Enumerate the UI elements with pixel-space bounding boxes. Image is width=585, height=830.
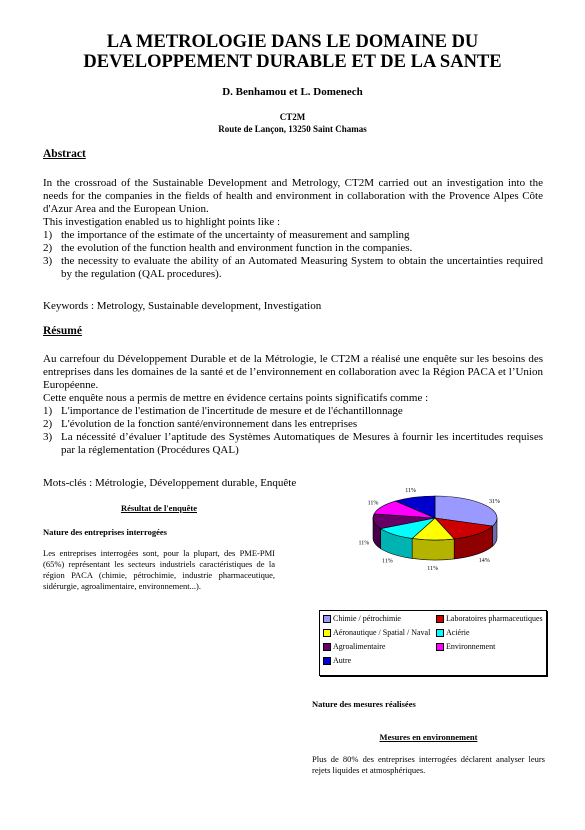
resume-list-item: 3) La nécessité d’évaluer l’aptitude des Systèmes Automatiques de Mesures à fournir les incertitudes requises par la réglementation (Procédures QAL): [43, 431, 543, 456]
legend-label: Aéronautique / Spatial / Naval: [333, 628, 431, 637]
resume-list-item: 2) L'évolution de la fonction santé/environnement dans les entreprises: [43, 418, 358, 430]
abstract-list-item: 3) the necessity to evaluate the ability of an Automated Measuring System to obtain the uncertainties required by the regulation (QAL procedures).: [43, 255, 543, 280]
legend-label: Autre: [333, 656, 352, 665]
resume-paragraph: Au carrefour du Développement Durable et de la Métrologie, le CT2M a réalisé une enquête sur les besoins des entreprises dans les domaines de la santé et de l’environnement en collaboration avec la Région PACA et l’Union Européenne.: [43, 353, 543, 391]
resume-body: [43, 353, 543, 457]
environment-text: Plus de 80% des entreprises interrogées déclarent analyser leurs rejets liquides et atmosphériques.: [312, 754, 545, 775]
pie-data-label: 14%: [478, 557, 490, 564]
legend-item: [323, 641, 385, 653]
abstract-body: [43, 177, 543, 281]
abstract-paragraph: In the crossroad of the Sustainable Development and Metrology, CT2M carried out an investigation into the needs for the companies in the fields of health and environment in collaboration with the Provence Alpes Côte d'Azur Area and the European Union.: [43, 177, 543, 215]
abstract-list-item: 1) the importance of the estimate of the uncertainty of measurement and sampling: [43, 229, 410, 241]
legend-swatch: [323, 615, 331, 623]
legend-label: Agroalimentaire: [333, 642, 386, 651]
legend-label: Chimie / pétrochimie: [333, 614, 401, 623]
chart-legend: [319, 610, 547, 676]
resume-heading: Résumé: [43, 325, 82, 337]
affiliation: [0, 111, 585, 135]
pie-chart: [355, 484, 515, 594]
environment-subheading: Mesures en environnement: [379, 732, 478, 742]
legend-label: Environnement: [446, 642, 496, 651]
resume-list-item: 1) L'importance de l'estimation de l'incertitude de mesure et de l'échantillonnage: [43, 405, 403, 417]
pie-data-label: 11%: [367, 500, 379, 507]
companies-text: Les entreprises interrogées sont, pour la plupart, des PME-PMI (65%) représentant les secteurs industriels caractéristiques de la région PACA (chimie, pétrochimie, industrie pharmaceutique, sidérurgie, agroalimentaire, environnement...).: [43, 548, 275, 591]
authors: D. Benhamou et L. Domenech: [222, 86, 363, 98]
page-title: [0, 32, 585, 72]
legend-item: [436, 627, 470, 639]
legend-label: Aciérie: [446, 628, 470, 637]
legend-swatch: [323, 629, 331, 637]
legend-swatch: [323, 643, 331, 651]
legend-label: Laboratoires pharmaceutiques: [446, 614, 543, 623]
legend-item: [436, 641, 495, 653]
pie-data-label: 11%: [358, 540, 370, 547]
affiliation-address: Route de Lançon, 13250 Saint Chamas: [218, 124, 367, 134]
pie-data-label: 31%: [489, 499, 500, 506]
abstract-intro: This investigation enabled us to highlight points like :: [43, 216, 281, 228]
resume-intro: Cette enquête nous a permis de mettre en évidence certains points significatifs comme :: [43, 392, 429, 404]
pie-data-label: 11%: [405, 487, 416, 494]
legend-swatch: [436, 643, 444, 651]
abstract-list-item: 2) the evolution of the function health and environment function in the companies.: [43, 242, 413, 254]
legend-swatch: [436, 629, 444, 637]
pie-data-label: 11%: [427, 566, 439, 572]
mots-cles: Mots-clés : Métrologie, Développement durable, Enquête: [43, 477, 297, 489]
results-heading: Résultat de l'enquête: [120, 503, 198, 513]
legend-item: [436, 613, 543, 625]
legend-item: [323, 627, 430, 639]
abstract-heading: Abstract: [43, 148, 86, 160]
title-line-1: LA METROLOGIE DANS LE DOMAINE DU: [106, 32, 479, 52]
legend-swatch: [323, 657, 331, 665]
pie-data-label: 11%: [382, 558, 393, 565]
title-line-2: DEVELOPPEMENT DURABLE ET DE LA SANTE: [83, 52, 502, 72]
measures-heading: Nature des mesures réalisées: [312, 699, 416, 709]
keywords: Keywords : Metrology, Sustainable development, Investigation: [43, 300, 322, 312]
affiliation-org: CT2M: [279, 112, 306, 122]
legend-item: [323, 655, 351, 667]
pie-slice-side: [412, 538, 454, 560]
companies-subheading: Nature des entreprises interrogées: [43, 527, 167, 537]
legend-item: [323, 613, 401, 625]
legend-swatch: [436, 615, 444, 623]
